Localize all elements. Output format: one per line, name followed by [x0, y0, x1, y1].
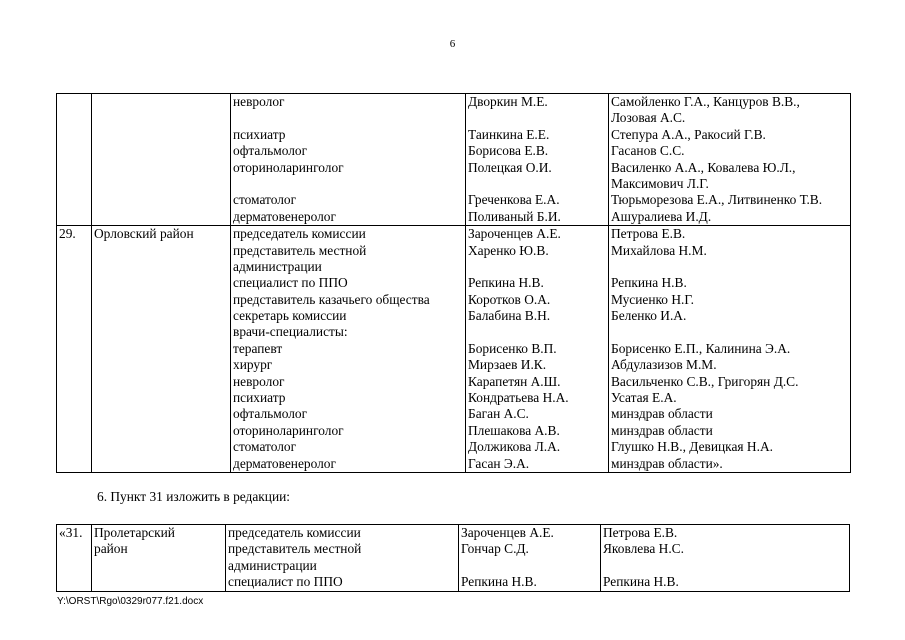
main-member: Коротков О.А.	[468, 291, 551, 307]
main-member: Баган А.С.	[468, 406, 529, 422]
main-member: Зароченцев А.Е.	[468, 226, 561, 242]
commission-role: офтальмолог	[233, 406, 308, 422]
reserve-member: Михайлова Н.М.	[611, 242, 707, 258]
main-member: Репкина Н.В.	[461, 574, 537, 590]
main-member	[468, 176, 606, 192]
main-member: Греченкова Е.А.	[468, 192, 560, 208]
commission-role-cell	[226, 525, 459, 592]
commission-role-cell	[231, 226, 466, 473]
commission-table-2	[56, 524, 850, 592]
reserve-member: Петрова Е.В.	[611, 226, 686, 242]
reserve-member: Васильченко С.В., Григорян Д.С.	[611, 373, 799, 389]
reserve-member: Самойленко Г.А., Канцуров В.В.,	[611, 94, 800, 109]
row-number: 29.	[57, 226, 92, 473]
main-member: Зароченцев А.Е.	[461, 525, 554, 540]
main-member: Плешакова А.В.	[468, 422, 560, 438]
main-member: Репкина Н.В.	[468, 275, 544, 291]
commission-role: председатель комиссии	[233, 226, 366, 242]
commission-role	[233, 176, 463, 192]
district-name-cell	[92, 525, 226, 592]
commission-role: хирург	[233, 357, 273, 373]
commission-role: врачи-специалисты:	[233, 324, 348, 340]
commission-role: невролог	[233, 373, 285, 389]
page-number: 6	[449, 38, 456, 50]
reserve-member: Мусиенко Н.Г.	[611, 291, 694, 307]
main-member: Борисенко В.П.	[468, 340, 557, 356]
main-member: Полецкая О.И.	[468, 159, 552, 175]
reserve-member: Гасанов С.С.	[611, 143, 685, 159]
commission-role: стоматолог	[233, 192, 297, 208]
commission-role	[233, 110, 463, 126]
reserve-member: Максимович Л.Г.	[611, 175, 709, 191]
table-row	[57, 226, 851, 473]
district-name: район	[94, 541, 128, 557]
table-row	[57, 525, 850, 592]
table-row	[57, 94, 851, 226]
main-member-cell	[466, 94, 609, 226]
commission-role: дерматовенеролог	[233, 455, 336, 471]
commission-role: терапевт	[233, 340, 283, 356]
reserve-member: минздрав области».	[611, 455, 723, 471]
commission-role: специалист по ППО	[228, 574, 343, 590]
main-member: Гончар С.Д.	[461, 541, 529, 557]
reserve-member: Репкина Н.В.	[611, 275, 687, 291]
reserve-member: Усатая Е.А.	[611, 390, 677, 406]
reserve-member: минздрав области	[611, 406, 713, 422]
main-member	[468, 324, 606, 340]
main-member-cell	[459, 525, 601, 592]
main-member: Кондратьева Н.А.	[468, 390, 569, 406]
commission-role: невролог	[233, 94, 285, 109]
reserve-member: минздрав области	[611, 422, 713, 438]
main-member: Балабина В.Н.	[468, 308, 551, 324]
main-member: Таинкина Е.Е.	[468, 126, 550, 142]
main-member: Дворкин М.Е.	[468, 94, 548, 109]
main-member-cell	[466, 226, 609, 473]
commission-role: представитель местной	[233, 242, 367, 258]
reserve-member-cell	[609, 94, 851, 226]
reserve-member	[603, 558, 847, 574]
reserve-member-cell	[609, 226, 851, 473]
reserve-member: Глушко Н.В., Девицкая Н.А.	[611, 439, 773, 455]
reserve-member: Тюрьморезова Е.А., Литвиненко Т.В.	[611, 192, 823, 208]
main-member: Гасан Э.А.	[468, 455, 530, 471]
reserve-member: Беленко И.А.	[611, 308, 687, 324]
main-member: Мирзаев И.К.	[468, 357, 547, 373]
instruction-text: 6. Пункт 31 изложить в редакции:	[97, 489, 291, 504]
commission-role: представитель местной	[228, 541, 362, 557]
commission-role: администрации	[228, 557, 317, 573]
row-number	[57, 94, 92, 226]
reserve-member: Василенко А.А., Ковалева Ю.Л.,	[611, 159, 796, 175]
reserve-member: Абдулазизов М.М.	[611, 357, 717, 373]
reserve-member: Лозовая А.С.	[611, 110, 686, 126]
commission-role: администрации	[233, 258, 322, 274]
reserve-member: Степура А.А., Ракосий Г.В.	[611, 126, 766, 142]
main-member: Карапетян А.Ш.	[468, 373, 561, 389]
commission-role: оториноларинголог	[233, 159, 344, 175]
main-member: Должикова Л.А.	[468, 439, 561, 455]
commission-role: представитель казачьего общества	[233, 291, 430, 307]
file-path-footer: Y:\ORST\Rgo\0329r077.f21.docx	[57, 596, 204, 607]
main-member: Поливаный Б.И.	[468, 208, 561, 224]
reserve-member: Репкина Н.В.	[603, 574, 679, 590]
commission-role: психиатр	[233, 390, 286, 406]
reserve-member: Ашуралиева И.Д.	[611, 208, 712, 224]
commission-table-1	[56, 93, 851, 473]
main-member: Харенко Ю.В.	[468, 242, 549, 258]
reserve-member: Петрова Е.В.	[603, 525, 678, 540]
district-name: Орловский район	[94, 226, 194, 242]
commission-role: председатель комиссии	[228, 525, 361, 540]
row-number: «31.	[57, 525, 92, 592]
reserve-member	[611, 324, 848, 340]
reserve-member: Яковлева Н.С.	[603, 541, 684, 557]
district-name: Пролетарский	[94, 525, 175, 540]
commission-role: специалист по ППО	[233, 275, 348, 291]
commission-role-cell	[231, 94, 466, 226]
reserve-member	[611, 259, 848, 275]
main-member: Борисова Е.В.	[468, 143, 549, 159]
commission-role: психиатр	[233, 126, 286, 142]
reserve-member: Борисенко Е.П., Калинина Э.А.	[611, 340, 791, 356]
district-name-cell	[92, 94, 231, 226]
main-member	[461, 558, 598, 574]
commission-role: дерматовенеролог	[233, 208, 336, 224]
commission-role: офтальмолог	[233, 143, 308, 159]
reserve-member-cell	[601, 525, 850, 592]
commission-role: оториноларинголог	[233, 422, 344, 438]
commission-role: секретарь комиссии	[233, 308, 347, 324]
commission-role: стоматолог	[233, 439, 297, 455]
main-member	[468, 259, 606, 275]
district-name-cell	[92, 226, 231, 473]
main-member	[468, 110, 606, 126]
